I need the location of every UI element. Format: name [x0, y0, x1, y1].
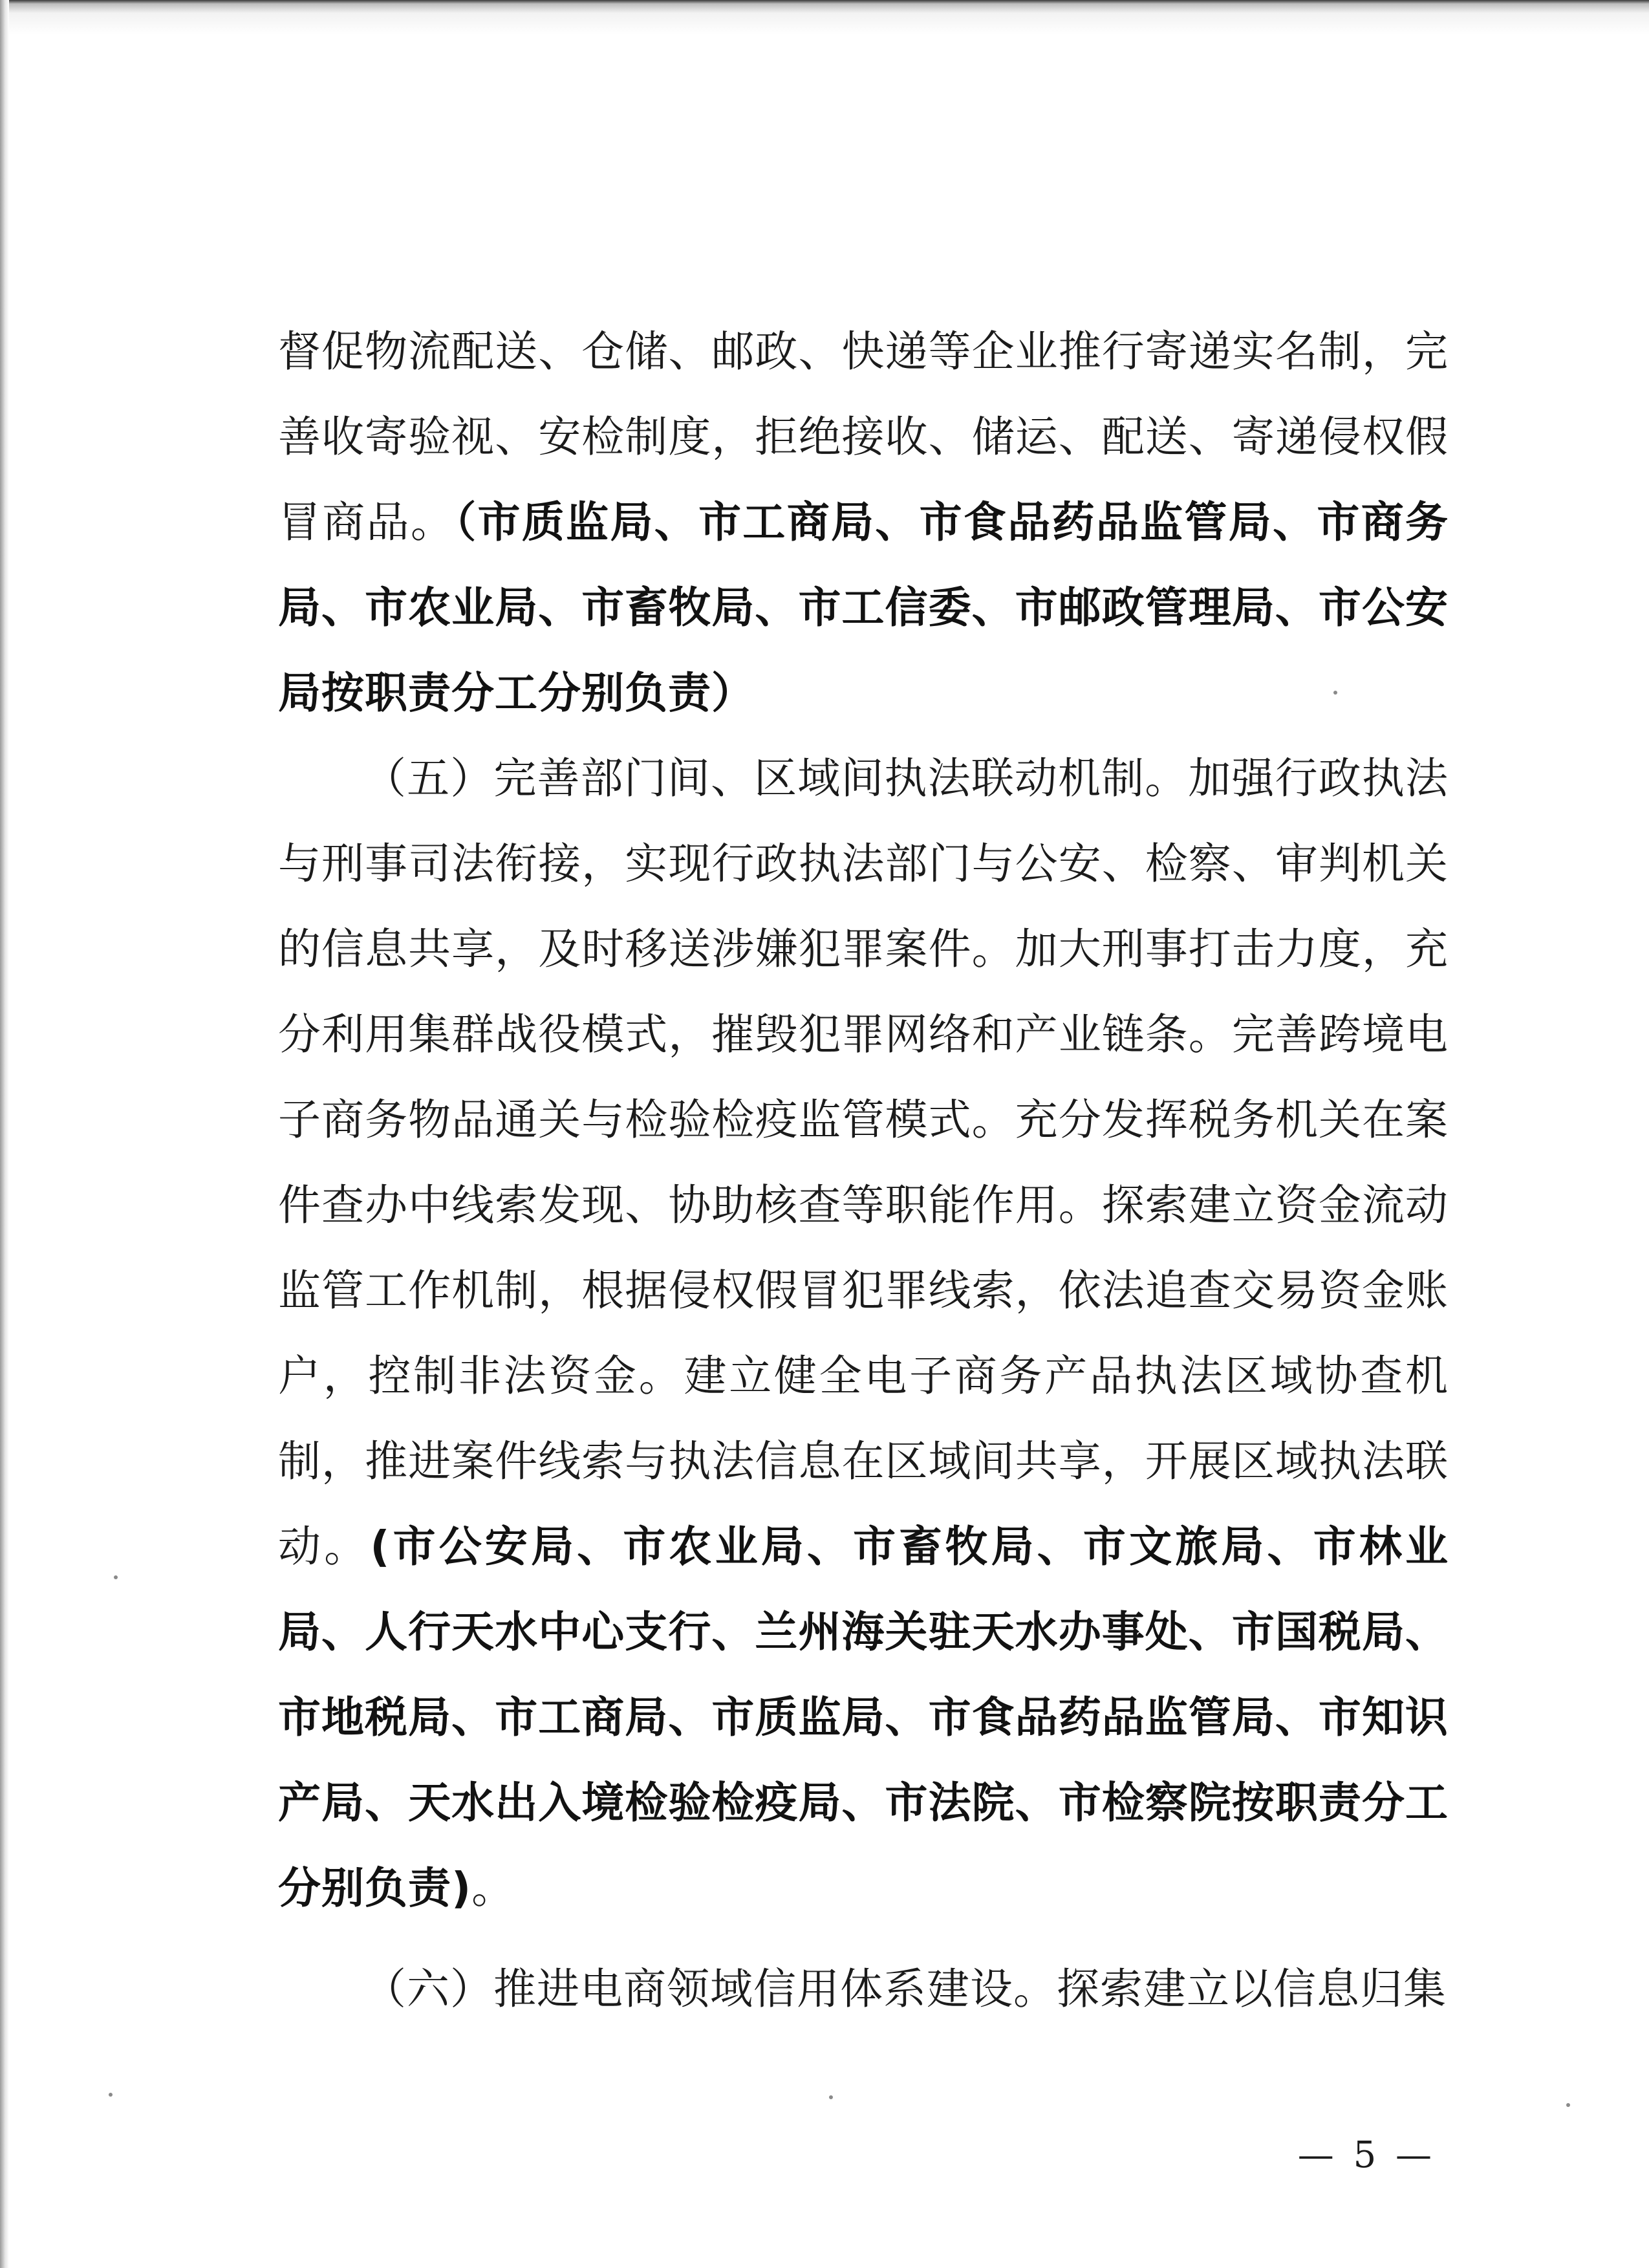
- scan-shadow-top: [0, 0, 1649, 35]
- scan-shadow-left: [0, 0, 9, 2268]
- paragraph-text: （六）推进电商领域信用体系建设。探索建立以信息归集: [363, 1964, 1447, 2014]
- paragraph-text: 督促物流配送、仓储、邮政、快递等企业推行寄递实名制，完善收寄验视、安检制度，拒绝接收、储运、配送、寄递侵权假冒商品。: [278, 327, 1449, 547]
- paragraph-tail: 。: [471, 1863, 515, 1913]
- paragraph-continuation: [278, 309, 1449, 736]
- scan-speck: [1566, 2103, 1570, 2107]
- scan-speck: [1333, 691, 1337, 695]
- scan-speck: [114, 1575, 118, 1579]
- paragraph-text: （五）完善部门间、区域间执法联动机制。加强行政执法与刑事司法衔接，实现行政执法部门与公安、检察、审判机关的信息共享，及时移送涉嫌犯罪案件。加大刑事打击力度，充分利用集群战役模式，摧毁犯罪网络和产业链条。完善跨境电子商务物品通关与检验检疫监管模式。充分发挥税务机关在案件查办中线索发现、协助核查等职能作用。探索建立资金流动监管工作机制，根据侵权假冒犯罪线索，依法追查交易资金账户，控制非法资金。建立健全电子商务产品执法区域协查机制，推进案件线索与执法信息在区域间共享，开展区域执法联动。: [278, 753, 1449, 1571]
- scan-speck: [829, 2095, 833, 2099]
- page-number: — 5 —: [1297, 2134, 1436, 2176]
- paragraph-section-six: [278, 1947, 1449, 2032]
- paragraph-section-five: [278, 736, 1449, 1931]
- responsible-departments: (市公安局、市农业局、市畜牧局、市文旅局、市林业局、人行天水中心支行、兰州海关驻天水办事处、市国税局、市地税局、市工商局、市质监局、市食品药品监管局、市知识产局、天水出入境检验检疫局、市法院、市检察院按职责分工分别负责): [278, 1522, 1449, 1913]
- scan-speck: [109, 2093, 113, 2097]
- responsible-departments: （市质监局、市工商局、市食品药品监管局、市商务局、市农业局、市畜牧局、市工信委、市邮政管理局、市公安局按职责分工分别负责）: [278, 497, 1449, 718]
